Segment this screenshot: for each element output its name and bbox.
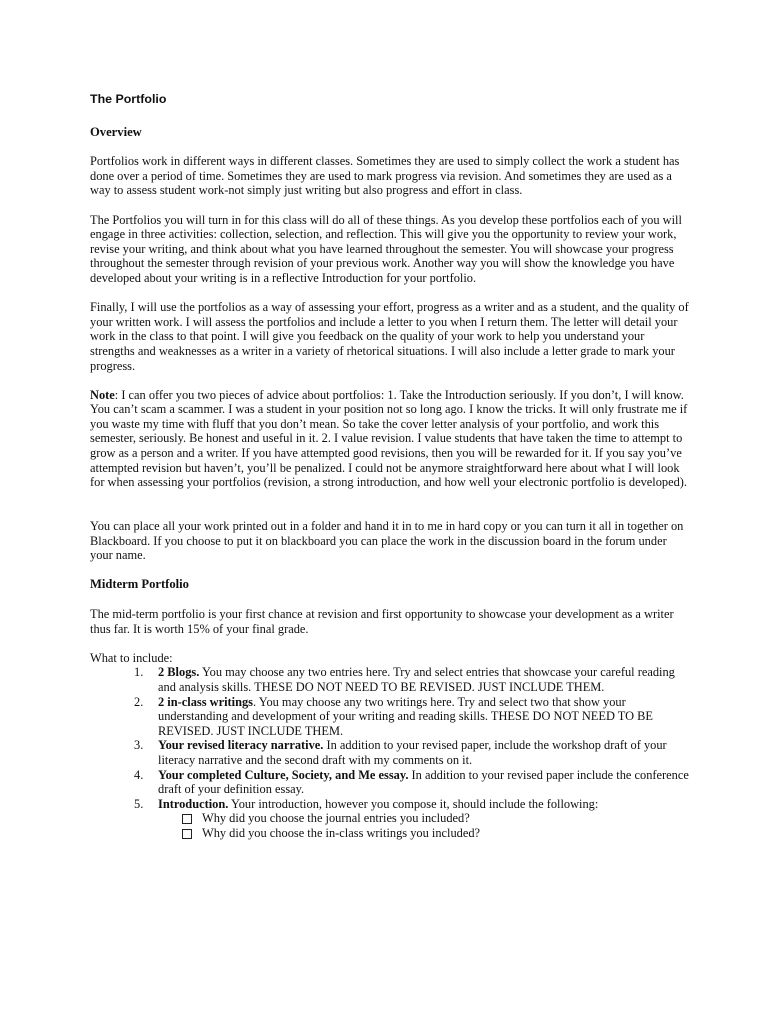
checkbox-text: Why did you choose the journal entries you included? [202, 811, 470, 826]
overview-heading: Overview [90, 124, 142, 139]
note-text: : I can offer you two pieces of advice about portfolios: 1. Take the Introduction seriously. If you don’t, I will know. You can’t scam a scammer. I was a student in your position not so long ago. I know the tricks. It will only frustrate me if you waste my time with fluff that you don’t mean. So take the cover letter analysis of your portfolio, and work this semester, seriously. Be honest and useful in it. 2. I value revision. I value students that have taken the time to attempt to grow as a person and a writer. If you have attempted good revisions, then you will be rewarded for it. If you say you’ve attempted revision but haven’t, you’ll be penalized. I could not be anymore straightforward here about what I will look for when assessing your portfolios (revision, a strong introduction, and how well your electronic portfolio is developed). [90, 387, 688, 490]
list-item [90, 695, 690, 739]
overview-paragraph-3: Finally, I will use the portfolios as a way of assessing your effort, progress as a writer and as a student, and the quality of your written work. I will assess the portfolios and include a letter to you when I return them. The letter will detail your work in the class to that point. I will give you feedback on the quality of your work to help you understand your strengths and weaknesses as a writer in a variety of rhetorical situations. I will also include a letter grade to mark your progress. [90, 300, 689, 373]
list-number: 5. [134, 796, 144, 811]
document-title: The Portfolio [90, 92, 167, 106]
document-page [90, 92, 690, 841]
list-item-title: Your completed Culture, Society, and Me essay. [158, 767, 409, 782]
list-item-text: In addition to your revised paper include the conference draft of your definition essay. [158, 767, 689, 797]
submission-paragraph: You can place all your work printed out in a folder and hand it in to me in hard copy or you can turn it all in together on Blackboard. If you choose to put it on blackboard you can place the work in the discussion board in the forum under your name. [90, 519, 684, 563]
overview-paragraph-2: The Portfolios you will turn in for this class will do all of these things. As you develop these portfolios each of you will engage in three activities: collection, selection, and reflection. This will give you the opportunity to review your work, revise your writing, and think about what you have learned throughout the semester. You will showcase your progress throughout the semester through revision of your previous work. Another way you will show the knowledge you have developed about your writing is in a reflective Introduction for your portfolio. [90, 212, 682, 285]
list-item [90, 768, 690, 797]
list-number: 2. [134, 694, 144, 709]
list-item [90, 738, 690, 767]
list-item-text: In addition to your revised paper, include the workshop draft of your literacy narrative and the second draft with my comments on it. [158, 738, 667, 767]
note-paragraph [90, 388, 690, 490]
list-item-text: . You may choose any two writings here. Try and select two that show your understanding and development of your writing and reading skills. THESE DO NOT NEED TO BE REVISED. JUST INCLUDE THEM. [158, 694, 653, 738]
list-item-title: 2 Blogs. [158, 665, 200, 680]
midterm-heading: Midterm Portfolio [90, 577, 189, 592]
list-item-text: You may choose any two entries here. Try and select entries that showcase your careful reading and analysis skills. THESE DO NOT NEED TO BE REVISED. JUST INCLUDE THEM. [158, 665, 675, 694]
checkbox-icon [182, 814, 192, 824]
overview-paragraph-1: Portfolios work in different ways in different classes. Sometimes they are used to simply collect the work a student has done over a period of time. Sometimes they are used to mark progress via revision. And sometimes they are used as a way to assess student work-not simply just writing but also progress and effort in class. [90, 154, 680, 198]
include-label: What to include: [90, 650, 173, 665]
list-item-text: Your introduction, however you compose it, should include the following: [228, 796, 599, 811]
list-item-title: Introduction. [158, 796, 229, 811]
list-number: 1. [134, 665, 144, 680]
checkbox-item [158, 826, 690, 841]
list-item-title: Your revised literacy narrative. [158, 738, 324, 753]
checkbox-text: Why did you choose the in-class writings you included? [202, 825, 481, 840]
list-number: 3. [134, 738, 144, 753]
checkbox-item [158, 811, 690, 826]
list-item [90, 797, 690, 841]
checkbox-icon [182, 829, 192, 839]
checkbox-list [158, 811, 690, 840]
spacer [90, 504, 690, 519]
note-label: Note [90, 387, 115, 402]
list-item-title: 2 in-class writings [158, 694, 253, 709]
list-item [90, 665, 690, 694]
list-number: 4. [134, 767, 144, 782]
include-list [90, 665, 690, 840]
midterm-paragraph: The mid-term portfolio is your first chance at revision and first opportunity to showcase your development as a writer thus far. It is worth 15% of your final grade. [90, 607, 674, 636]
